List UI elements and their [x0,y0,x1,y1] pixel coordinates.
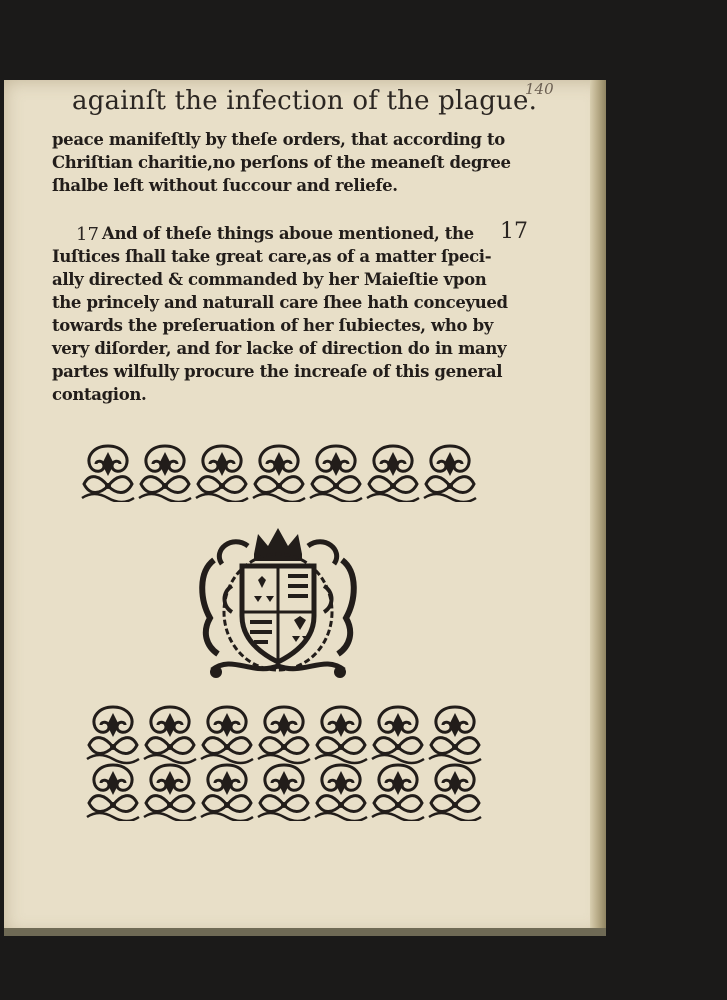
royal-crest-icon [192,520,364,685]
fleuron-band-bottom [85,703,485,821]
text-line: the princely and naturall care ſhee hath conceyued [52,293,508,312]
text-line: And of theſe things aboue mentioned, the [102,224,474,243]
text-line: very diſorder, and for lacke of direction do in many [52,339,507,358]
running-head: againſt the infection of the plague. [72,86,538,116]
fleuron-band-top [80,440,480,502]
folio-number: 140 [525,80,554,98]
text-line: ally directed & commanded by her Maieſtie vpon [52,270,487,289]
text-line: Chriſtian charitie,no perſons of the meaneſt degree [52,153,511,172]
text-line: ſhalbe left without ſuccour and reliefe. [52,176,398,195]
page-bottom-edge [4,928,606,936]
section-number: 17 [76,224,99,245]
paragraph-2 [52,222,508,406]
text-line: peace manifeſtly by theſe orders, that according to [52,130,505,149]
text-line: towards the preſeruation of her ſubiectes, who by [52,316,494,335]
text-line: partes wilfully procure the increaſe of this general [52,362,503,381]
page-edge [590,80,606,935]
paragraph-1 [52,128,512,197]
margin-section-number: 17 [500,219,528,244]
text-line: Iuſtices ſhall take great care,as of a matter ſpeci- [52,247,492,266]
text-line: contagion. [52,385,147,404]
